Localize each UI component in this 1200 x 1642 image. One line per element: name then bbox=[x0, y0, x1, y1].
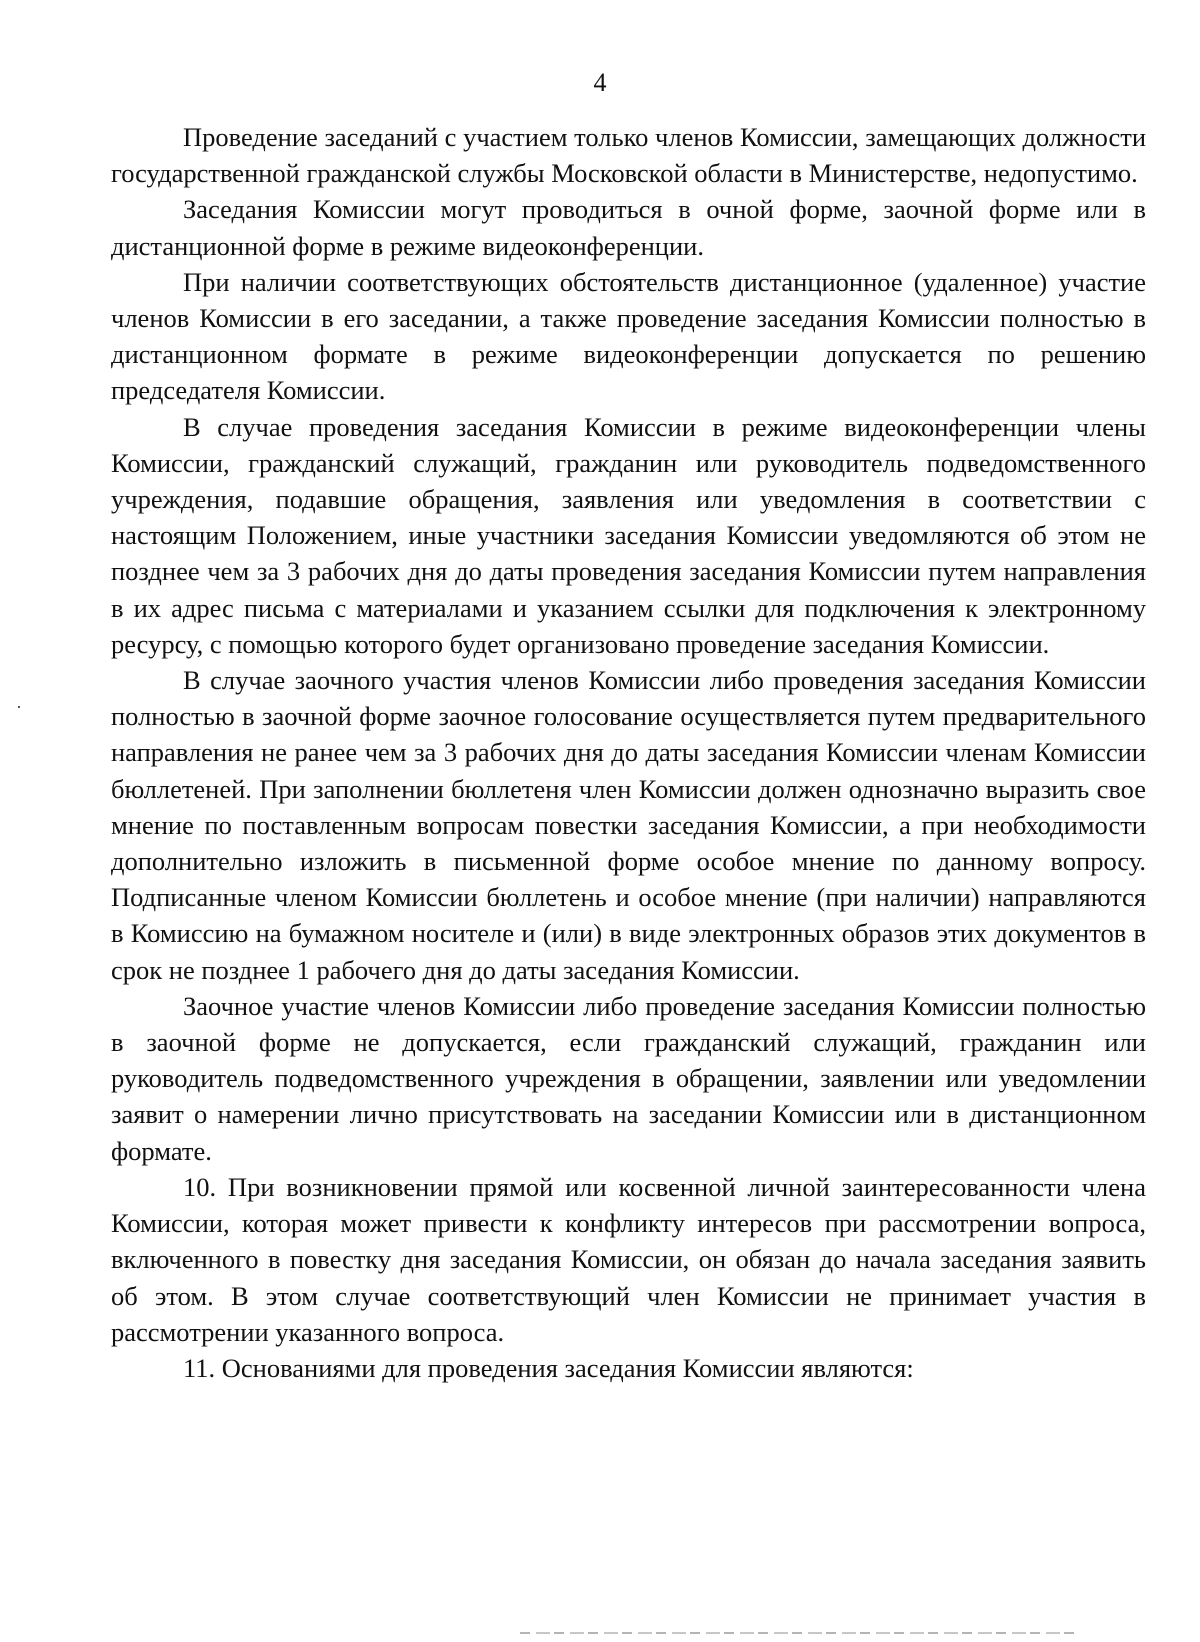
paragraph: Проведение заседаний с участием только членов Комиссии, замещающих должности государственной гражданской службы Московской области в Министерстве, недопустимо. bbox=[111, 122, 1146, 189]
paragraph: В случае заочного участия членов Комиссии либо проведения заседания Комиссии полностью в заочной форме заочное голосование осуществляется путем предварительного направления не ранее чем за 3 рабочих дня до даты заседания Комиссии членам Комиссии бюллетеней. При заполнении бюллетеня член Комиссии должен однозначно выразить свое мнение по поставленным вопросам повестки заседания Комиссии, а при необходимости дополнительно изложить в письменной форме особое мнение по данному вопросу. Подписанные членом Комиссии бюллетень и особое мнение (при наличии) направляются в Комиссию на бумажном носителе и (или) в виде электронных образов этих документов в срок не позднее 1 рабочего дня до даты заседания Комиссии. bbox=[111, 665, 1146, 985]
scan-dot bbox=[18, 706, 20, 708]
paragraph: Заседания Комиссии могут проводиться в очной форме, заочной форме или в дистанционной форме в режиме видеоконференции. bbox=[111, 194, 1146, 261]
paragraph: 11. Основаниями для проведения заседания Комиссии являются: bbox=[183, 1352, 914, 1383]
paragraph: Заочное участие членов Комиссии либо проведение заседания Комиссии полностью в заочной форме не допускается, если гражданский служащий, гражданин или руководитель подведомственного учреждения в обращении, заявлении или уведомлении заявит о намерении лично присутствовать на заседании Комиссии или в дистанционном формате. bbox=[111, 990, 1146, 1166]
paragraph: В случае проведения заседания Комиссии в режиме видеоконференции члены Комиссии, гражданский служащий, гражданин или руководитель подведомственного учреждения, подавшие обращения, заявления или уведомления в соответствии с настоящим Положением, иные участники заседания Комиссии уведомляются об этом не позднее чем за 3 рабочих дня до даты проведения заседания Комиссии путем направления в их адрес письма с материалами и указанием ссылки для подключения к электронному ресурсу, с помощью которого будет организовано проведение заседания Комиссии. bbox=[111, 411, 1146, 659]
paragraph: 10. При возникновении прямой или косвенной личной заинтересованности члена Комиссии, которая может привести к конфликту интересов при рассмотрении вопроса, включенного в повестку дня заседания Комиссии, он обязан до начала заседания заявить об этом. В этом случае соответствующий член Комиссии не принимает участия в рассмотрении указанного вопроса. bbox=[111, 1171, 1146, 1347]
document-body bbox=[111, 119, 1146, 1386]
paragraph: При наличии соответствующих обстоятельств дистанционное (удаленное) участие членов Комиссии в его заседании, а также проведение заседания Комиссии полностью в дистанционном формате в режиме видеоконференции допускается по решению председателя Комиссии. bbox=[111, 266, 1146, 406]
page-number: 4 bbox=[593, 68, 607, 97]
scan-edge-artifact bbox=[520, 1632, 1080, 1634]
